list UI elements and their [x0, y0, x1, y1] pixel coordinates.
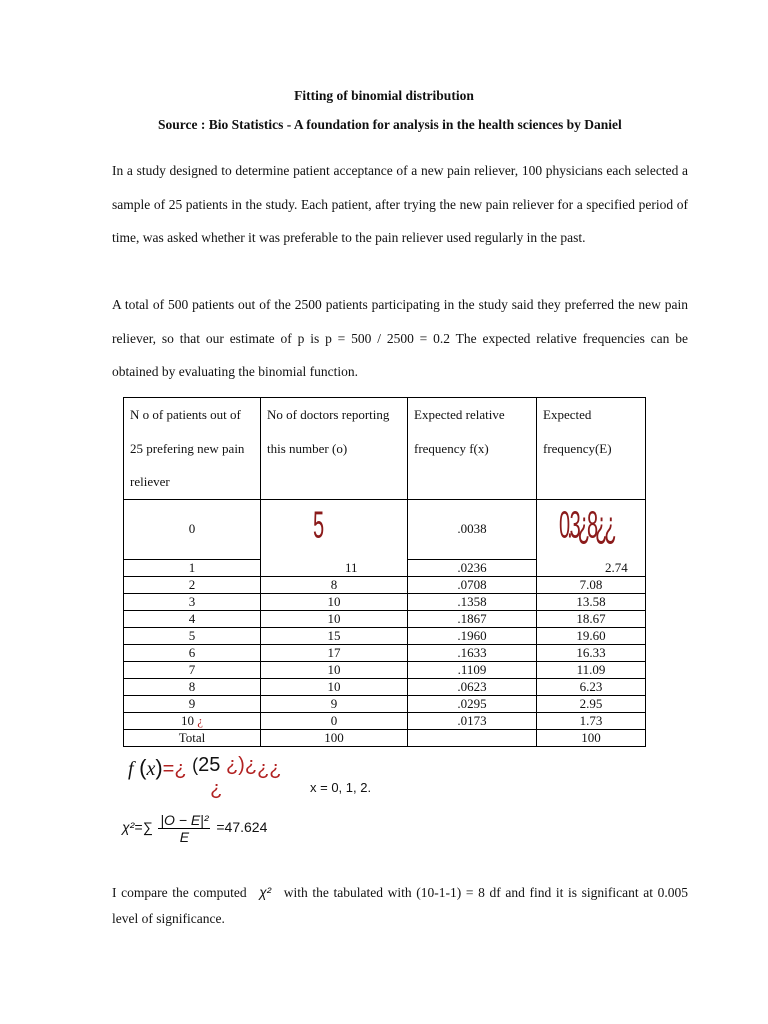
formula-tail: ¿¿: [257, 758, 282, 780]
cell-o: 10: [261, 661, 408, 678]
cell-e: 1.73: [537, 712, 646, 729]
table-row: [124, 712, 646, 729]
conclusion-chi-symbol: χ²: [259, 885, 272, 900]
cell-x: 2: [124, 576, 261, 593]
frequency-table: [123, 397, 646, 747]
header-relative-frequency: Expected relative frequency f(x): [408, 398, 537, 500]
cell-o: 11: [345, 559, 358, 575]
table-row: [124, 593, 646, 610]
total-label: Total: [124, 729, 261, 746]
cell-e: 11.09: [537, 661, 646, 678]
cell-fx: .0173: [408, 712, 537, 729]
cell-e: 2.74: [605, 559, 628, 575]
formula-f: f: [128, 758, 134, 780]
cell-fx: .1109: [408, 661, 537, 678]
cell-e: 2.95: [537, 695, 646, 712]
cell-o: 10: [261, 678, 408, 695]
cell-fx: .0623: [408, 678, 537, 695]
header-expected-frequency: Expected frequency(E): [537, 398, 646, 500]
cell-fx: .1960: [408, 627, 537, 644]
cell-fx: .0295: [408, 695, 537, 712]
table-row: [124, 576, 646, 593]
corrupted-value-e: 0.3¿8¿¿: [559, 504, 614, 547]
formula-equals: =¿: [162, 758, 187, 780]
source-line: Source : Bio Statistics - A foundation for analysis in the health sciences by Daniel: [158, 117, 622, 132]
cell-x: 0: [124, 499, 261, 559]
formula-paren-open: (: [192, 755, 199, 775]
table-row: [124, 661, 646, 678]
table-row: [124, 610, 646, 627]
inverted-question-mark: ¿: [197, 712, 204, 728]
cell-o: 0: [261, 712, 408, 729]
cell-x: 5: [124, 627, 261, 644]
chi-lhs: χ²=∑: [122, 819, 153, 836]
cell-e: 7.08: [537, 576, 646, 593]
paragraph-estimate: A total of 500 patients out of the 2500 patients participating in the study said they preferred the new pain reliever, so that our estimate of p is p = 500 / 2500 = 0.2 The expected relative frequencies can be obtained by evaluating the binomial function.: [112, 297, 688, 379]
cell-o: 9: [261, 695, 408, 712]
cell-x: 7: [124, 661, 261, 678]
table-row: [124, 695, 646, 712]
cell-x: 4: [124, 610, 261, 627]
conclusion-part1: I compare the computed: [112, 885, 247, 900]
cell-e: 18.67: [537, 610, 646, 627]
cell-e: 13.58: [537, 593, 646, 610]
binomial-formula: f (x)=¿ (25 ¿)¿¿¿ ¿: [128, 754, 282, 800]
cell-e: 6.23: [537, 678, 646, 695]
table-row: [124, 499, 646, 559]
cell-fx: .0236: [408, 559, 537, 576]
chi-result: =47.624: [216, 819, 268, 836]
cell-e-merged: [537, 499, 646, 576]
cell-x: 9: [124, 695, 261, 712]
total-o: 100: [261, 729, 408, 746]
header-patients: N o of patients out of 25 prefering new pain reliever: [124, 398, 261, 500]
table-row: [124, 627, 646, 644]
paragraph-conclusion: [112, 880, 688, 932]
cell-o: 15: [261, 627, 408, 644]
table-total-row: [124, 729, 646, 746]
chi-denominator: E: [179, 829, 190, 845]
total-e: 100: [537, 729, 646, 746]
document-title: Fitting of binomial distribution: [294, 88, 474, 103]
cell-x: 8: [124, 678, 261, 695]
cell-o-merged: [261, 499, 408, 576]
formula-paren-close: )¿: [238, 754, 258, 776]
formula-x: x: [146, 758, 156, 780]
corrupted-value-o: 5: [313, 504, 332, 547]
cell-o: 17: [261, 644, 408, 661]
cell-x: 3: [124, 593, 261, 610]
cell-fx: .1358: [408, 593, 537, 610]
formula-n: 25: [198, 754, 221, 776]
conclusion-part2: with the tabulated with (10-1-1) = 8 df and find it is significant at 0.005 level of significance.: [112, 885, 689, 926]
cell-x: [124, 712, 261, 729]
chi-fraction: [158, 812, 210, 845]
cell-fx: .1633: [408, 644, 537, 661]
header-doctors: No of doctors reporting this number (o): [261, 398, 408, 500]
paragraph-study-description: In a study designed to determine patient acceptance of a new pain reliever, 100 physicians each selected a sample of 25 patients in the study. Each patient, after trying the new pain reliever for a specified period of time, was asked whether it was preferable to the pain reliever used regularly in the past.: [112, 163, 688, 245]
cell-x: 1: [124, 559, 261, 576]
table-row: [124, 678, 646, 695]
chi-numerator: |O − E|²: [160, 812, 209, 828]
cell-x-value: 10: [180, 712, 194, 728]
cell-o: 10: [261, 593, 408, 610]
formula-mark: ¿: [225, 754, 239, 776]
cell-x: 6: [124, 644, 261, 661]
cell-fx: .0038: [408, 499, 537, 559]
x-range: x = 0, 1, 2.: [310, 780, 372, 795]
cell-fx: .0708: [408, 576, 537, 593]
total-fx: [408, 729, 537, 746]
cell-e: 19.60: [537, 627, 646, 644]
formula-sub-mark: ¿: [210, 778, 223, 800]
chi-square-formula: [122, 812, 267, 845]
cell-e: 16.33: [537, 644, 646, 661]
cell-fx: .1867: [408, 610, 537, 627]
table-row: [124, 644, 646, 661]
cell-o: 10: [261, 610, 408, 627]
cell-o: 8: [261, 576, 408, 593]
table-header-row: [124, 398, 646, 500]
